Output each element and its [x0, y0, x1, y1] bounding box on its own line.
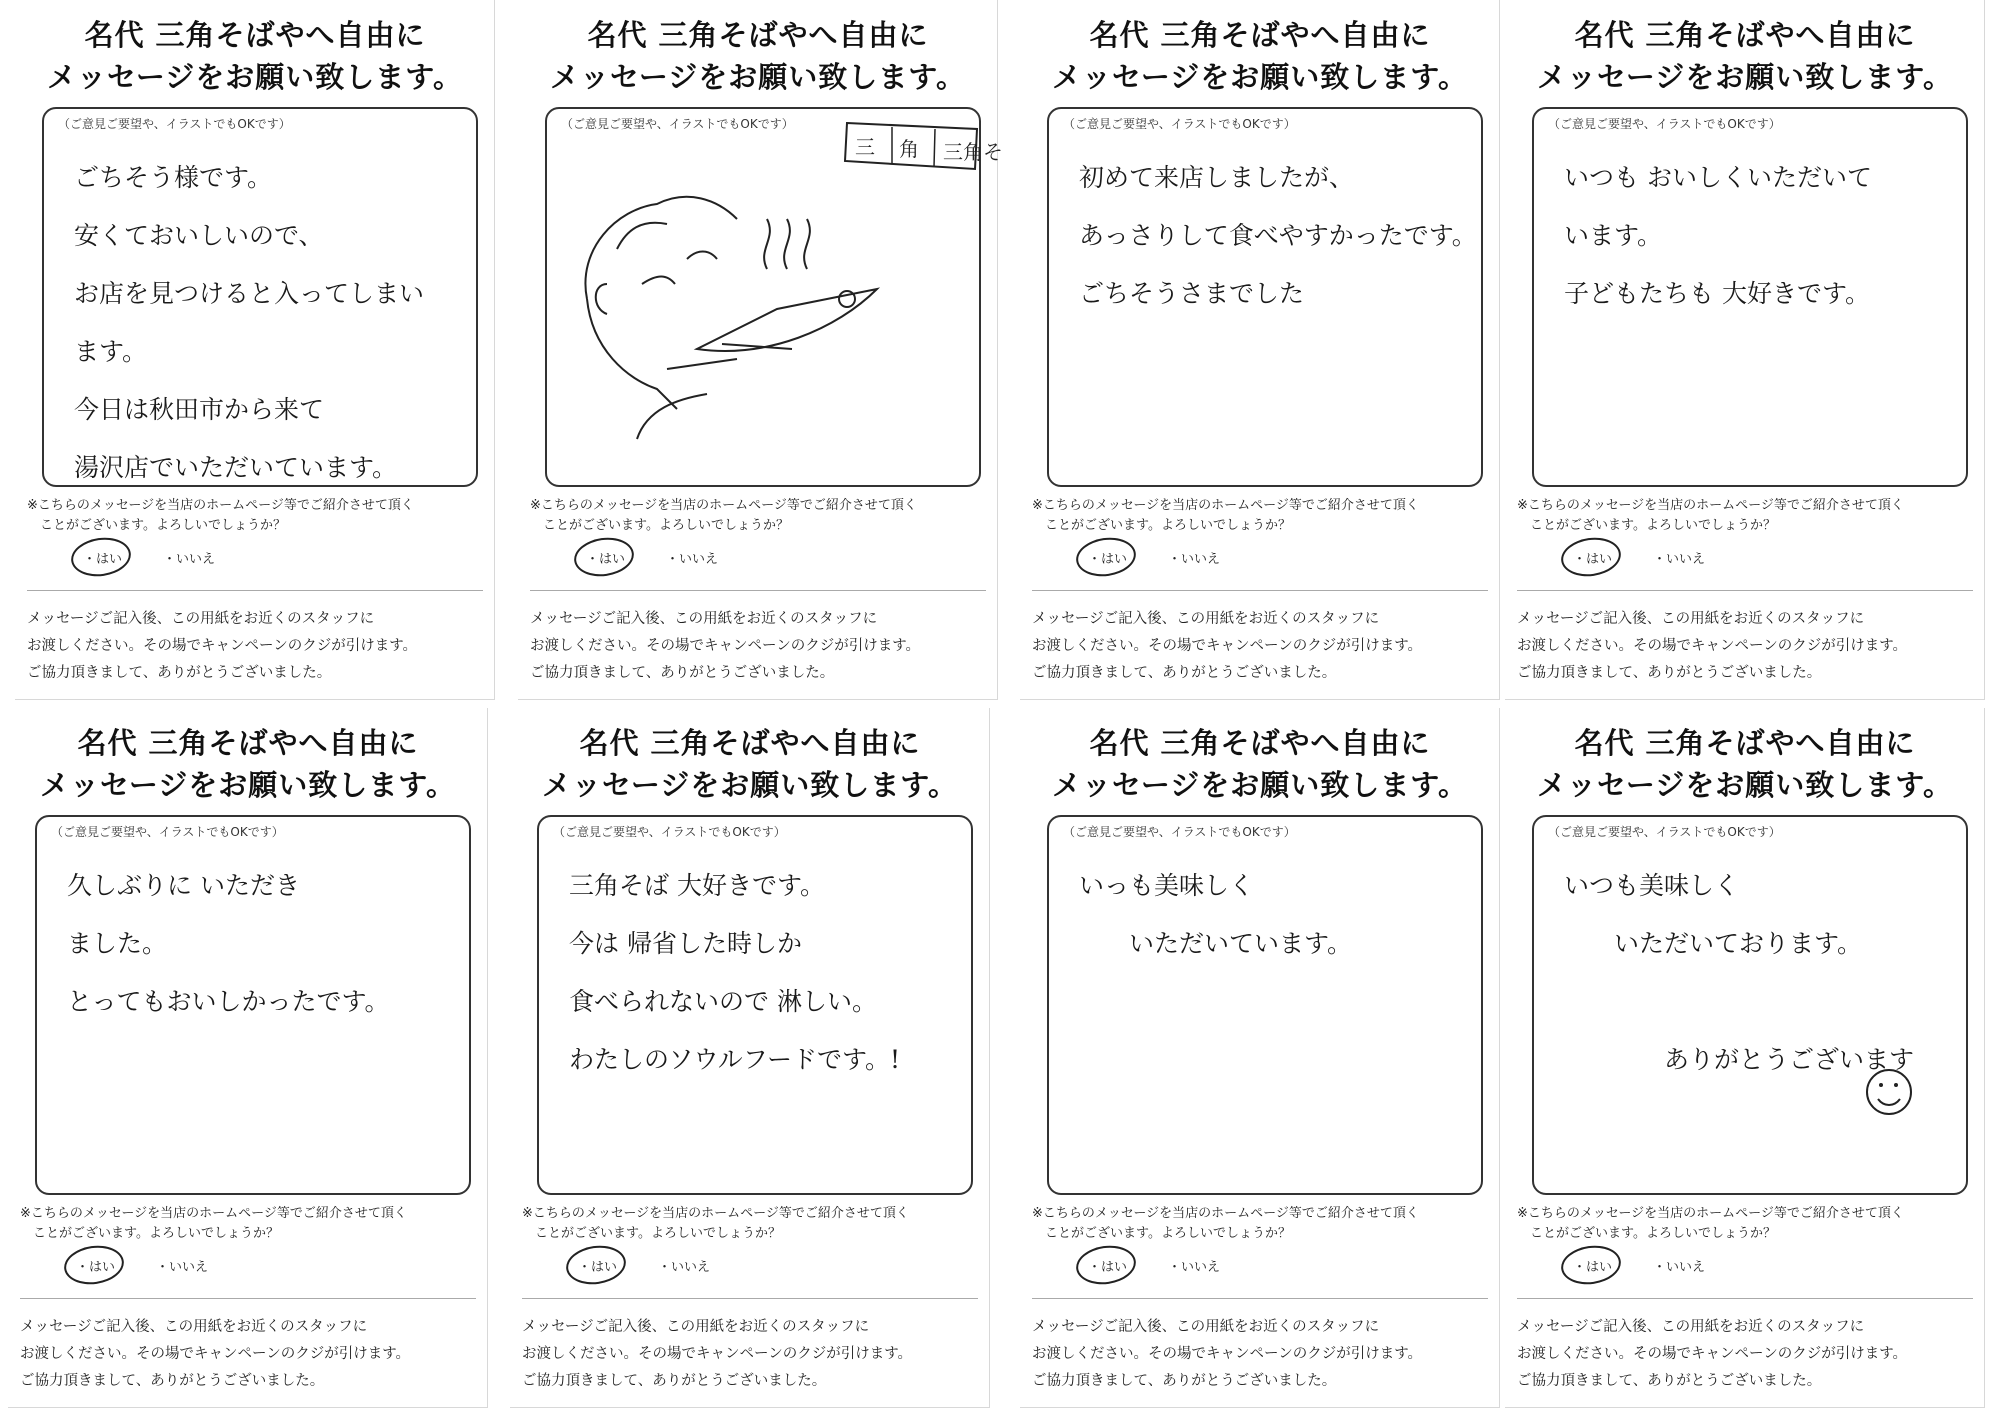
card-title: 名代 三角そばやへ自由に メッセージをお願い致します。: [40, 726, 456, 802]
handwritten-message: いっも美味しく いただいています。: [1079, 871, 1353, 958]
option-yes: ・はい: [1088, 1260, 1128, 1275]
box-hint: （ご意見ご要望や、イラストでもOKです）: [51, 825, 284, 839]
card-title: 名代 三角そばやへ自由に メッセージをお願い致します。: [47, 18, 463, 94]
message-box: [1532, 107, 1968, 487]
card-footer: メッセージご記入後、この用紙をお近くのスタッフに お渡しください。その場でキャンペーンのクジが引けます。 ご協力頂きまして、ありがとうございました。: [1032, 1319, 1423, 1389]
option-yes: ・はい: [1573, 552, 1613, 567]
handwritten-message: 三角そば 大好きです。 今は 帰省した時しか 食べられないので 淋しい。 わたしのソウルフードです。!: [569, 871, 901, 1074]
box-hint: （ご意見ご要望や、イラストでもOKです）: [561, 117, 794, 131]
comment-card-6: [510, 708, 990, 1408]
card-title: 名代 三角そばやへ自由に メッセージをお願い致します。: [1537, 18, 1953, 94]
consent-notice: ※こちらのメッセージを当店のホームページ等でご紹介させて頂く ことがございます。よろしいでしょうか？: [530, 498, 917, 533]
divider: [1032, 1298, 1488, 1299]
option-no: ・いいえ: [1168, 1260, 1221, 1275]
consent-notice: ※こちらのメッセージを当店のホームページ等でご紹介させて頂く ことがございます。よろしいでしょうか？: [1032, 498, 1419, 533]
consent-notice: ※こちらのメッセージを当店のホームページ等でご紹介させて頂く ことがございます。よろしいでしょうか？: [522, 1206, 909, 1241]
consent-notice: ※こちらのメッセージを当店のホームページ等でご紹介させて頂く ことがございます。よろしいでしょうか？: [20, 1206, 407, 1241]
handwritten-message: 初めて来店しましたが、 あっさりして食べやすかったです。 ごちそうさまでした: [1079, 163, 1477, 308]
consent-notice: ※こちらのメッセージを当店のホームページ等でご紹介させて頂く ことがございます。よろしいでしょうか？: [1032, 1206, 1419, 1241]
card-footer: メッセージご記入後、この用紙をお近くのスタッフに お渡しください。その場でキャンペーンのクジが引けます。 ご協力頂きまして、ありがとうございました。: [1032, 611, 1423, 681]
box-hint: （ご意見ご要望や、イラストでもOKです）: [58, 117, 291, 131]
box-hint: （ご意見ご要望や、イラストでもOKです）: [1548, 825, 1781, 839]
comment-card-4: [1505, 0, 1985, 700]
svg-text:三: 三: [855, 135, 875, 159]
option-no: ・いいえ: [1653, 1260, 1706, 1275]
card-title: 名代 三角そばやへ自由に メッセージをお願い致します。: [1052, 726, 1468, 802]
option-no: ・いいえ: [666, 552, 719, 567]
message-box: [35, 815, 471, 1195]
message-box: [1047, 815, 1483, 1195]
message-box: [42, 107, 478, 487]
option-yes: ・はい: [83, 552, 123, 567]
svg-text:角: 角: [899, 137, 919, 161]
card-footer: メッセージご記入後、この用紙をお近くのスタッフに お渡しください。その場でキャンペーンのクジが引けます。 ご協力頂きまして、ありがとうございました。: [522, 1319, 913, 1389]
divider: [1517, 590, 1973, 591]
card-title: 名代 三角そばやへ自由に メッセージをお願い致します。: [1052, 18, 1468, 94]
option-no: ・いいえ: [1653, 552, 1706, 567]
comment-card-3: [1020, 0, 1500, 700]
consent-notice: ※こちらのメッセージを当店のホームページ等でご紹介させて頂く ことがございます。よろしいでしょうか？: [1517, 1206, 1904, 1241]
message-box: [1532, 815, 1968, 1195]
card-footer: メッセージご記入後、この用紙をお近くのスタッフに お渡しください。その場でキャンペーンのクジが引けます。 ご協力頂きまして、ありがとうございました。: [1517, 1319, 1908, 1389]
divider: [522, 1298, 978, 1299]
divider: [1032, 590, 1488, 591]
divider: [27, 590, 483, 591]
card-title: 名代 三角そばやへ自由に メッセージをお願い致します。: [1537, 726, 1953, 802]
customer-drawing-illustration: [547, 109, 1003, 489]
drawing-sign-text: 三角そ: [943, 140, 1003, 164]
handwritten-message: ごちそう様です。 安くておいしいので、 お店を見つけると入ってしまい ます。 今日は秋田市から来て 湯沢店でいただいています。: [74, 163, 425, 482]
handwritten-message: 久しぶりに いただき ました。 とってもおいしかったです。: [67, 871, 390, 1016]
comment-card-7: [1020, 708, 1500, 1408]
divider: [1517, 1298, 1973, 1299]
card-footer: メッセージご記入後、この用紙をお近くのスタッフに お渡しください。その場でキャンペーンのクジが引けます。 ご協力頂きまして、ありがとうございました。: [530, 611, 921, 681]
option-yes: ・はい: [76, 1260, 116, 1275]
box-hint: （ご意見ご要望や、イラストでもOKです）: [553, 825, 786, 839]
option-yes: ・はい: [1573, 1260, 1613, 1275]
card-footer: メッセージご記入後、この用紙をお近くのスタッフに お渡しください。その場でキャンペーンのクジが引けます。 ご協力頂きまして、ありがとうございました。: [1517, 611, 1908, 681]
message-box: [537, 815, 973, 1195]
option-yes: ・はい: [578, 1260, 618, 1275]
comment-card-1: [15, 0, 495, 700]
card-footer: メッセージご記入後、この用紙をお近くのスタッフに お渡しください。その場でキャンペーンのクジが引けます。 ご協力頂きまして、ありがとうございました。: [20, 1319, 411, 1389]
box-hint: （ご意見ご要望や、イラストでもOKです）: [1063, 117, 1296, 131]
box-hint: （ご意見ご要望や、イラストでもOKです）: [1063, 825, 1296, 839]
option-no: ・いいえ: [163, 552, 216, 567]
handwritten-message: いつも美味しく いただいております。 ありがとうございます: [1564, 871, 1915, 1074]
comment-card-2: [518, 0, 1003, 700]
card-title: 名代 三角そばやへ自由に メッセージをお願い致します。: [550, 18, 966, 94]
consent-notice: ※こちらのメッセージを当店のホームページ等でご紹介させて頂く ことがございます。よろしいでしょうか？: [27, 498, 414, 533]
divider: [20, 1298, 476, 1299]
card-title: 名代 三角そばやへ自由に メッセージをお願い致します。: [542, 726, 958, 802]
comment-card-5: [8, 708, 488, 1408]
consent-notice: ※こちらのメッセージを当店のホームページ等でご紹介させて頂く ことがございます。よろしいでしょうか？: [1517, 498, 1904, 533]
option-no: ・いいえ: [1168, 552, 1221, 567]
option-no: ・いいえ: [156, 1260, 209, 1275]
option-yes: ・はい: [586, 552, 626, 567]
smiley-face-icon: [1534, 817, 1970, 1197]
comment-card-8: [1505, 708, 1985, 1408]
option-yes: ・はい: [1088, 552, 1128, 567]
handwritten-message: いつも おいしくいただいて います。 子どもたちも 大好きです。: [1564, 163, 1872, 308]
divider: [530, 590, 986, 591]
card-footer: メッセージご記入後、この用紙をお近くのスタッフに お渡しください。その場でキャンペーンのクジが引けます。 ご協力頂きまして、ありがとうございました。: [27, 611, 418, 681]
box-hint: （ご意見ご要望や、イラストでもOKです）: [1548, 117, 1781, 131]
message-box: [1047, 107, 1483, 487]
message-box: [545, 107, 1003, 487]
option-no: ・いいえ: [658, 1260, 711, 1275]
